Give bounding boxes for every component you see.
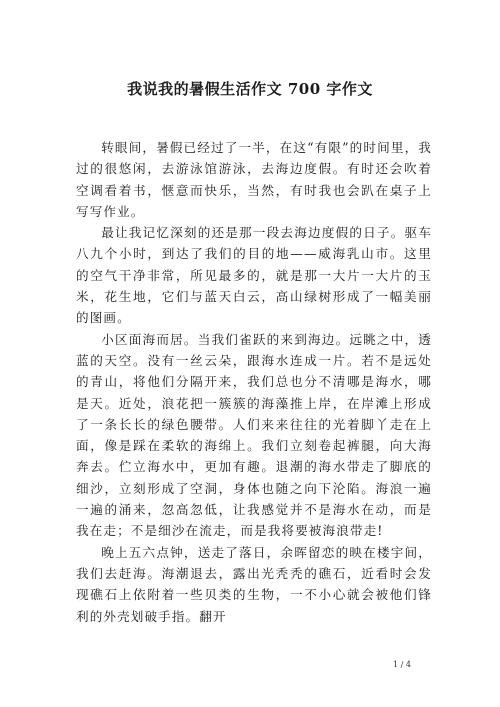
page-number: 1 / 4 — [393, 660, 411, 669]
document-body — [76, 137, 432, 627]
paragraph: 最让我记忆深刻的还是那一段去海边度假的日子。驱车八九个小时，到达了我们的目的地——威海乳山市。这里的空气干净非常，所见最多的，就是那一大片一大片的玉米，花生地，它们与蓝天白云，高山绿树形成了一幅美丽的图画。 — [76, 225, 432, 326]
paragraph: 转眼间，暑假已经过了一半，在这“有限”的时间里，我过的很悠闲，去游泳馆游泳，去海边度假。有时还会吹着空调看着书，惬意而快乐，当然，有时我也会趴在桌子上写写作业。 — [76, 140, 432, 219]
document-title: 我说我的暑假生活作文 700 字作文 — [127, 80, 373, 98]
paragraph: 晚上五六点钟，送走了落日，余晖留恋的映在楼宇间，我们去赶海。海潮退去，露出光秃秃的礁石，近看时会发现礁石上依附着一些贝类的生物，一不小心就会被他们锋利的外壳划破手指。翻开 — [76, 544, 432, 624]
paragraph: 小区面海而居。当我们雀跃的来到海边。远眺之中，透蓝的天空。没有一丝云朵，跟海水连成一片。若不是远处的青山，将他们分隔开来，我们总也分不清哪是海水，哪是天。近处，浪花把一簇簇的海藻推上岸，在岸滩上形成了一条长长的绿色腰带。人们来来往往的光着脚丫走在上面，像是踩在柔软的海绵上。我们立刻卷起裤腿，向大海奔去。伫立海水中，更加有趣。退潮的海水带走了脚底的细沙，立刻形成了空洞，身体也随之向下沦陷。海浪一遍一遍的涌来，忽高忽低，让我感觉并不是海水在动，而是我在走；不是细沙在流走，而是我将要被海浪带走! — [76, 331, 432, 539]
